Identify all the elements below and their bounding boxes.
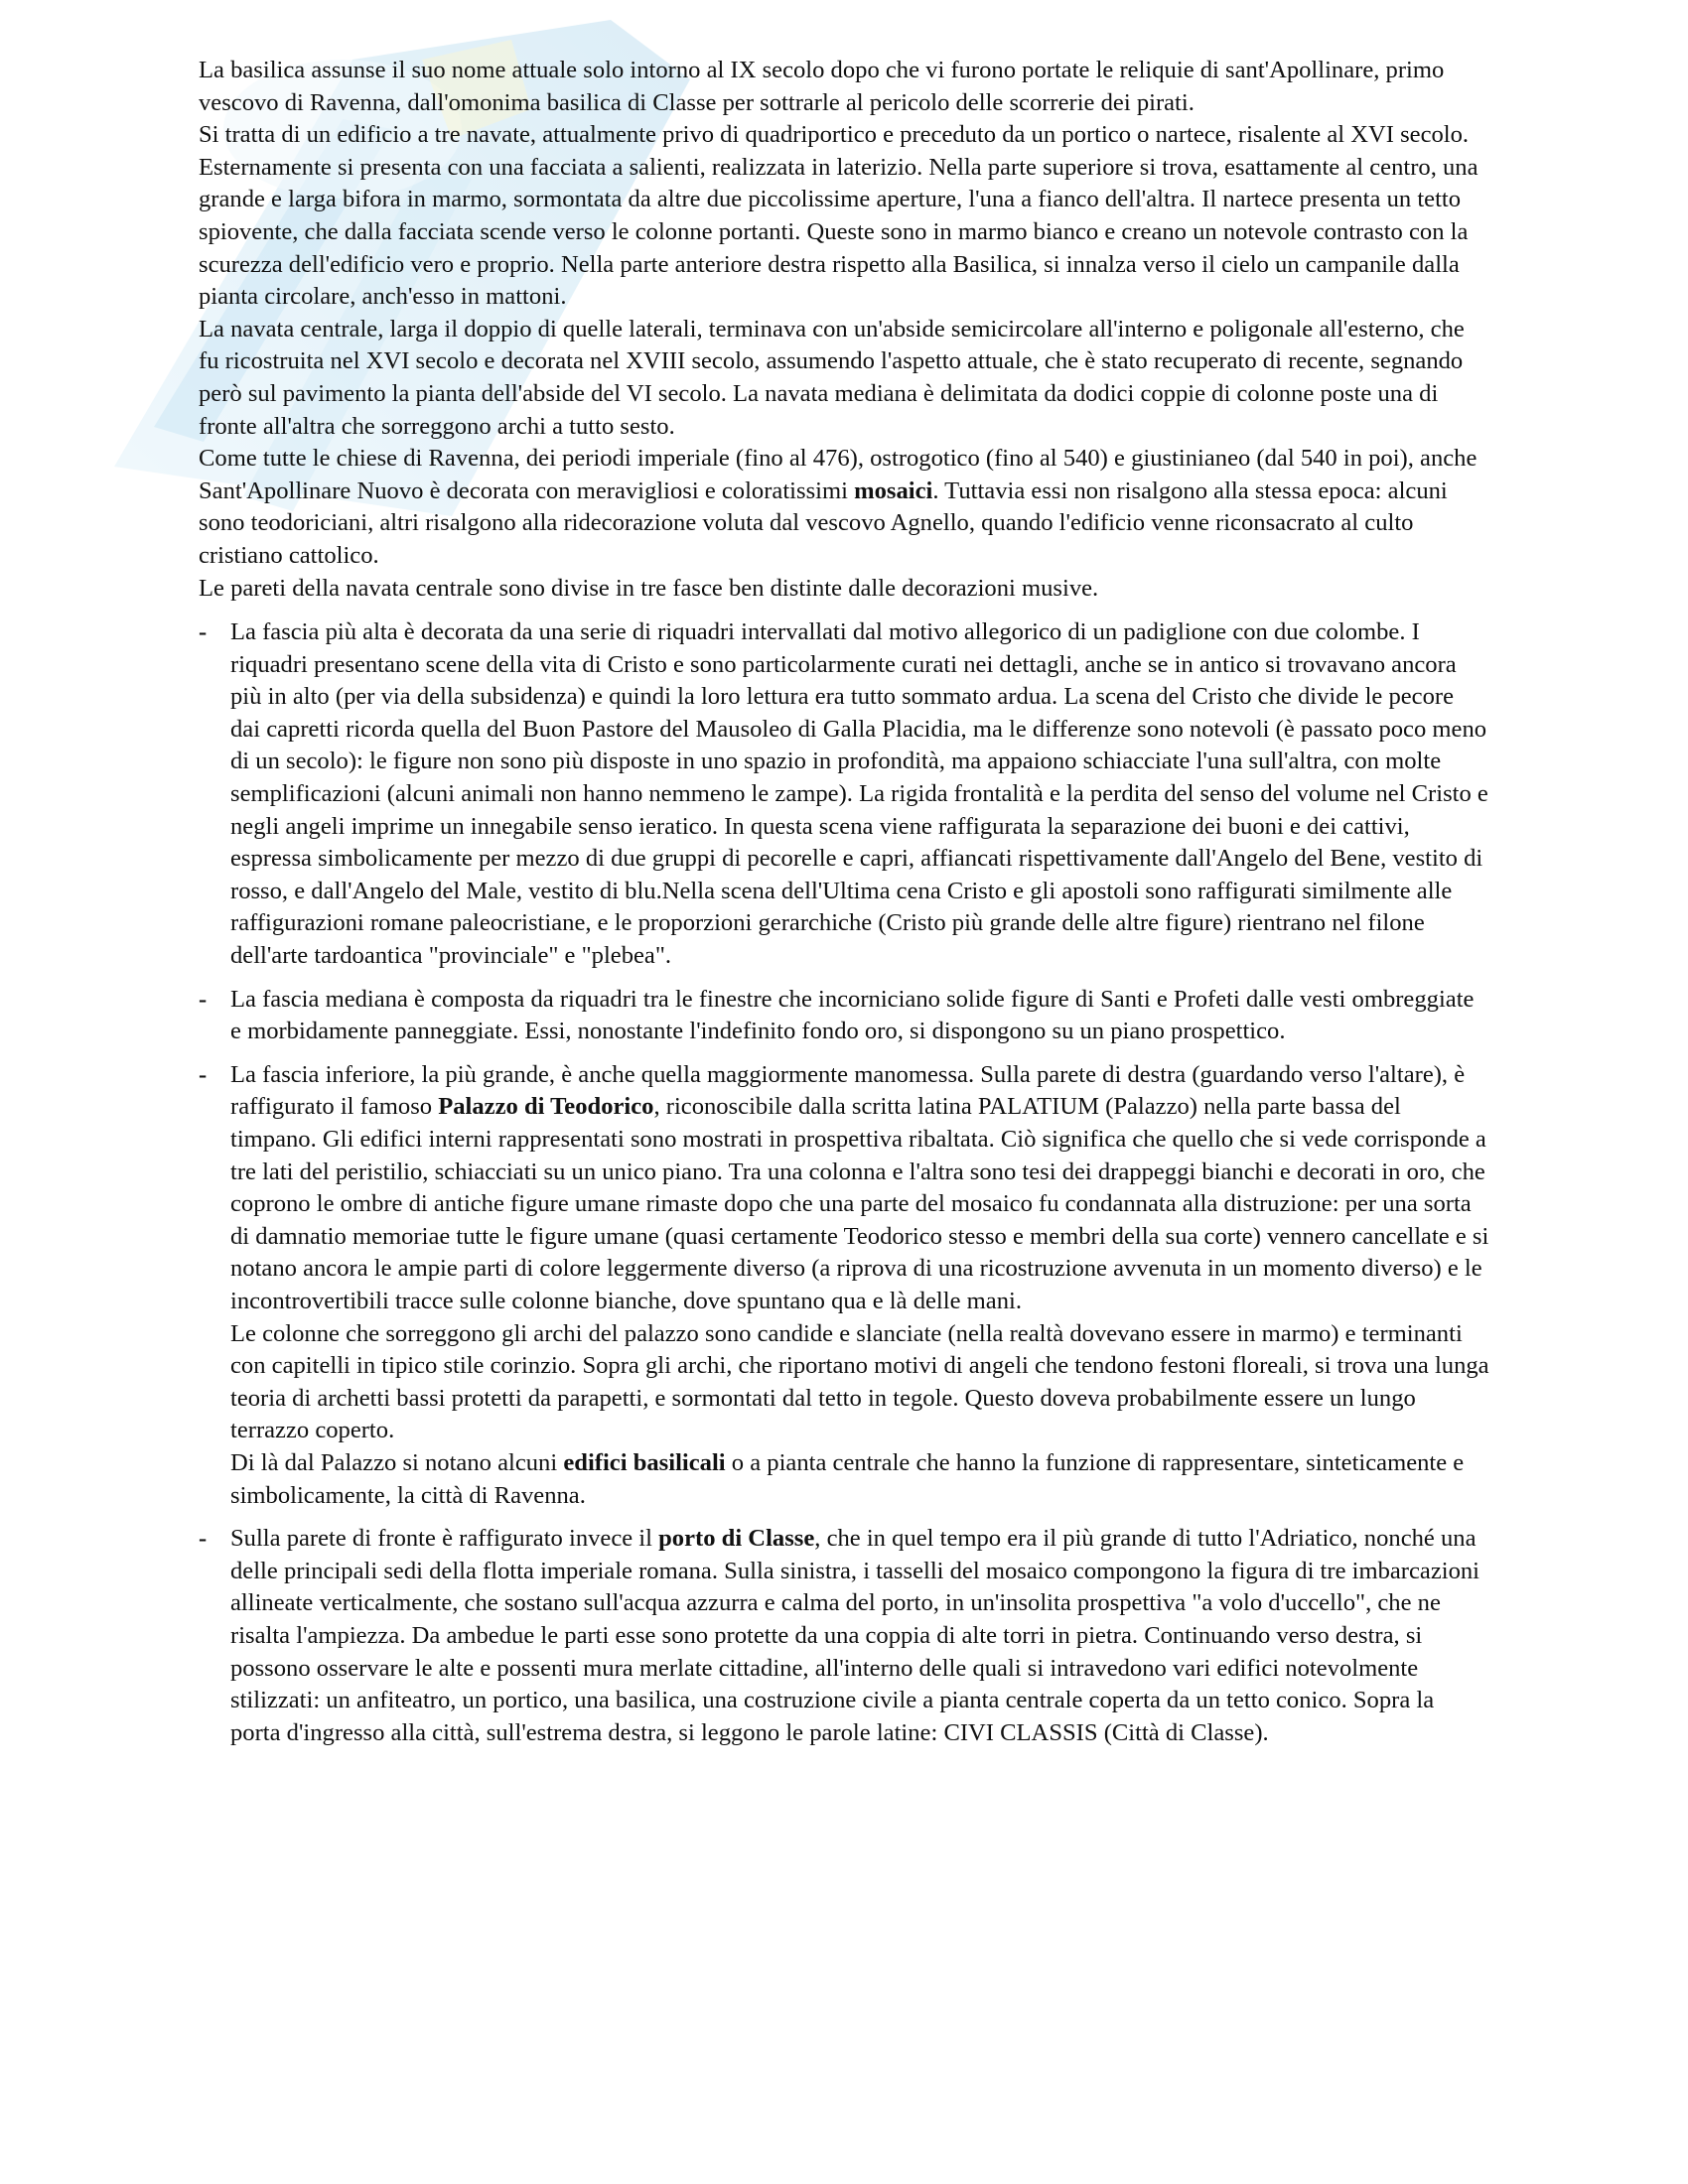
- bands-list: [199, 616, 1489, 1749]
- intro-paragraph-2: Si tratta di un edificio a tre navate, attualmente privo di quadriportico e preceduto da un portico o nartece, risalente al XVI secolo.: [199, 121, 1470, 149]
- band-top-text: La fascia più alta è decorata da una serie di riquadri intervallati dal motivo allegorico di un padiglione con due colombe. I riquadri presentano scene della vita di Cristo e sono particolarmente curati nei dettagli, anche se in antico si trovavano ancora più in alto (per via della subsidenza) e quindi la loro lettura era tutto sommato ardua. La scena del Cristo che divide le pecore dai capretti ricorda quella del Buon Pastore del Mausoleo di Galla Placidia, ma le differenze sono notevoli (è passato poco meno di un secolo): le figure non sono più disposte in uno spazio in profondità, ma appaiono schiacciate l'una sull'altra, con molte semplificazioni (alcuni animali non hanno nemmeno le zampe). La rigida frontalità e la perdita del senso del volume nel Cristo e negli angeli imprime un innegabile senso ieratico. In questa scena viene raffigurata la separazione dei buoni e dei cattivi, espressa simbolicamente per mezzo di due gruppi di pecorelle e capri, affiancati rispettivamente dall'Angelo del Bene, vestito di rosso, e dall'Angelo del Male, vestito di blu.Nella scena dell'Ultima cena Cristo e gli apostoli sono raffigurati similmente alle raffigurazioni romane paleocristiane, e le proporzioni gerarchiche (Cristo più grande delle altre figure) rientrano nel filone dell'arte tardoantica "provinciale" e "plebea".: [230, 618, 1488, 970]
- porto-bold: porto di Classe: [658, 1525, 815, 1553]
- intro-paragraph-4: La navata centrale, larga il doppio di quelle laterali, terminava con un'abside semicircolare all'interno e poligonale all'esterno, che fu ricostruita nel XVI secolo e decorata nel XVIII secolo, assumendo l'aspetto attuale, che è stato recuperato di recente, segnando però sul pavimento la pianta dell'abside del VI secolo. La navata mediana è delimitata da dodici coppie di colonne poste una di fronte all'altra che sorreggono archi a tutto sesto.: [199, 315, 1465, 440]
- list-item-band-middle: [199, 984, 1489, 1048]
- band-middle-text: La fascia mediana è composta da riquadri tra le finestre che incorniciano solide figure di Santi e Profeti dalle vesti ombreggiate e morbidamente panneggiate. Essi, nonostante l'indefinito fondo oro, si dispongono su un piano prospettico.: [230, 985, 1475, 1045]
- palazzo-bold: Palazzo di Teodorico: [438, 1093, 654, 1121]
- bullet-marker: -: [199, 618, 208, 646]
- band-lower-p3-after: o a pianta centrale che hanno la funzione di rappresentare, sinteticamente e simbolicamente, la città di Ravenna.: [230, 1448, 1465, 1509]
- list-item-port: [199, 1523, 1489, 1749]
- document-page: [199, 55, 1489, 1760]
- list-item-band-top: [199, 616, 1489, 973]
- port-paragraph: [230, 1523, 1489, 1749]
- port-text-after: , che in quel tempo era il più grande di tutto l'Adriatico, nonché una delle principali sedi della flotta imperiale romana. Sulla sinistra, i tasselli del mosaico compongono la figura di tre imbarcazioni allineate verticalmente, che sostano sull'acqua azzurra e calma del porto, in un'insolita prospettiva "a volo d'uccello", che ne risalta l'ampiezza. Da ambedue le parti esse sono protette da una coppia di alte torri in pietra. Continuando verso destra, si possono osservare le alte e possenti mura merlate cittadine, all'interno delle quali si intravedono vari edifici notevolmente stilizzati: un anfiteatro, un portico, una basilica, una costruzione civile a pianta centrale coperta da un tetto conico. Sopra la porta d'ingresso alla città, sull'estrema destra, si leggono le parole latine: CIVI CLASSIS (Città di Classe).: [230, 1525, 1480, 1746]
- bullet-marker: -: [199, 985, 208, 1013]
- band-lower-paragraph-2: Le colonne che sorreggono gli archi del palazzo sono candide e slanciate (nella realtà dovevano essere in marmo) e terminanti con capitelli in tipico stile corinzio. Sopra gli archi, che riportano motivi di angeli che tendono festoni floreali, si trova una lunga teoria di archetti bassi protetti da parapetti, e sormontati dal tetto in tegole. Questo doveva probabilmente essere un lungo terrazzo coperto.: [230, 1319, 1489, 1444]
- mosaici-paragraph: [199, 443, 1489, 572]
- bullet-marker: -: [199, 1525, 208, 1553]
- intro-paragraph-3: Esternamente si presenta con una facciata a salienti, realizzata in laterizio. Nella parte superiore si trova, esattamente al centro, una grande e larga bifora in marmo, sormontata da altre due piccolissime aperture, l'una a fianco dell'altra. Il nartece presenta un tetto spiovente, che dalla facciata scende verso le colonne portanti. Queste sono in marmo bianco e creano un notevole contrasto con la scurezza dell'edificio vero e proprio. Nella parte anteriore destra rispetto alla Basilica, si innalza verso il cielo un campanile dalla pianta circolare, anch'esso in mattoni.: [199, 153, 1478, 311]
- mosaici-text-after: . Tuttavia essi non risalgono alla stessa epoca: alcuni sono teodoriciani, altri risalgono alla ridecorazione voluta dal vescovo Agnello, quando l'edificio venne riconsacrato al culto cristiano cattolico.: [199, 477, 1448, 569]
- list-item-band-lower: [199, 1059, 1489, 1512]
- band-lower-p3-before: Di là dal Palazzo si notano alcuni: [230, 1448, 564, 1476]
- port-text-before: Sulla parete di fronte è raffigurato invece il: [230, 1525, 659, 1553]
- intro-paragraph-1: La basilica assunse il suo nome attuale solo intorno al IX secolo dopo che vi furono portate le reliquie di sant'Apollinare, primo vescovo di Ravenna, dall'omonima basilica di Classe per sottrarle al pericolo delle scorrerie dei pirati.: [199, 57, 1445, 116]
- mosaici-bold: mosaici: [854, 477, 933, 504]
- mosaici-text-before: Come tutte le chiese di Ravenna, dei periodi imperiale (fino al 476), ostrogotico (fino al 540) e giustinianeo (dal 540 in poi), anche Sant'Apollinare Nuovo è decorata con meravigliosi e coloratissimi: [199, 445, 1477, 504]
- bullet-marker: -: [199, 1060, 208, 1088]
- band-lower-paragraph-1: [230, 1059, 1489, 1318]
- band-lower-p1-after: , riconoscibile dalla scritta latina PALATIUM (Palazzo) nella parte bassa del timpano. Gli edifici interni rappresentati sono mostrati in prospettiva ribaltata. Ciò significa che quello che si vede corrisponde a tre lati del peristilio, schiacciati su un unico piano. Tra una colonna e l'altra sono tesi dei drappeggi bianchi e decorati in oro, che coprono le ombre di antiche figure umane rimaste dopo che una parte del mosaico fu condannata alla distruzione: per una sorta di damnatio memoriae tutte le figure umane (quasi certamente Teodorico stesso e membri della sua corte) vennero cancellate e si notano ancora le ampie parti di colore leggermente diverso (a riprova di una ricostruzione avvenuta in un momento diverso) e le incontrovertibili tracce sulle colonne bianche, dove spuntano qua e là delle mani.: [230, 1093, 1489, 1314]
- band-lower-p1-before: La fascia inferiore, la più grande, è anche quella maggiormente manomessa. Sulla parete di destra (guardando verso l'altare), è raffigurato il famoso: [230, 1060, 1466, 1121]
- walls-paragraph: Le pareti della navata centrale sono divise in tre fasce ben distinte dalle decorazioni musive.: [199, 574, 1099, 602]
- edifici-bold: edifici basilicali: [563, 1448, 726, 1476]
- band-lower-paragraph-3: [230, 1447, 1489, 1512]
